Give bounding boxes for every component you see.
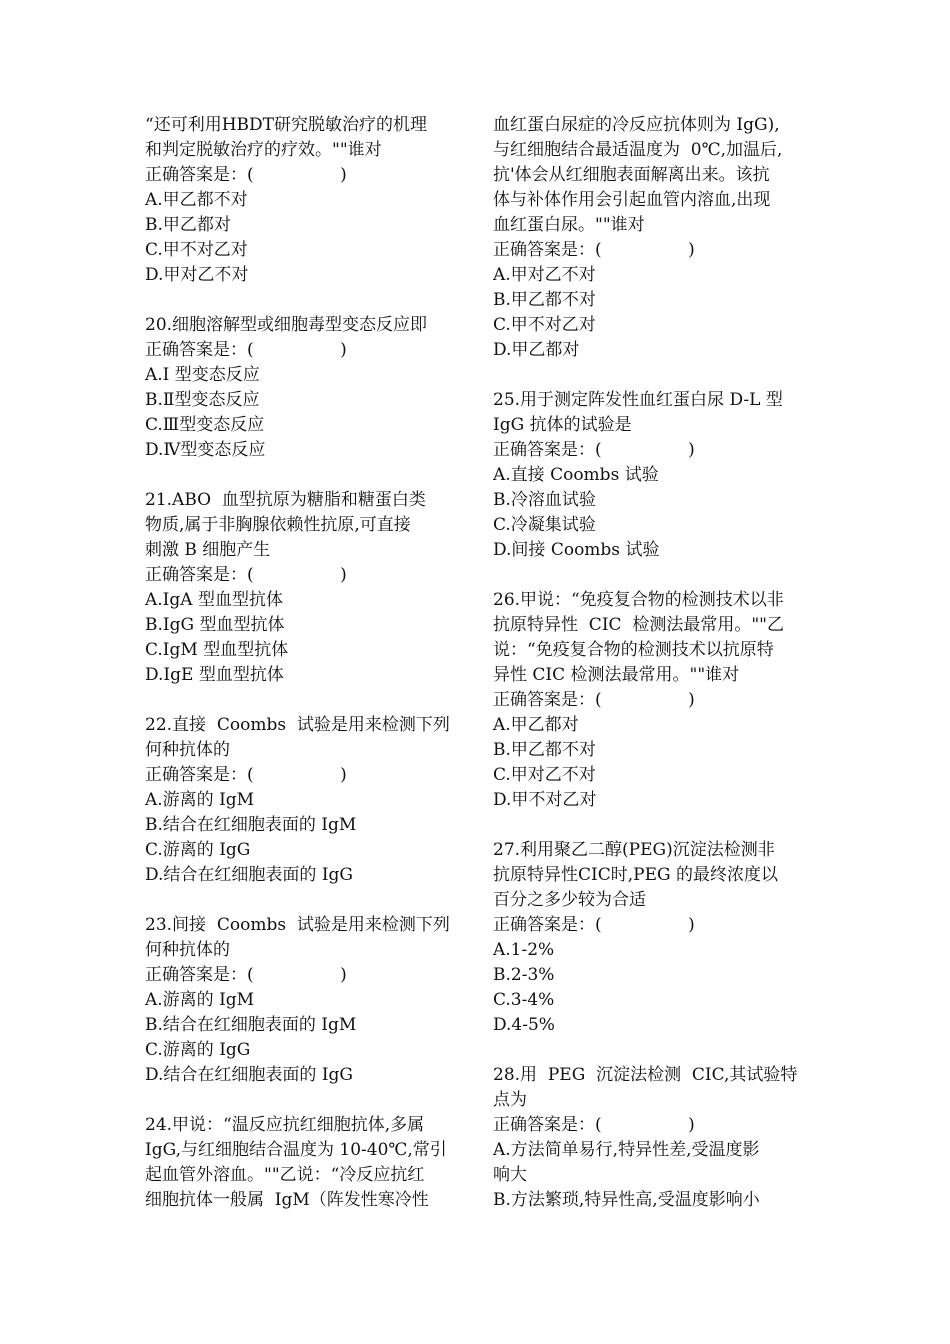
text-line: C.甲不对乙对 (145, 240, 248, 260)
text-line: 物质,属于非胸腺依赖性抗原,可直接 (145, 515, 411, 535)
text-line: 起血管外溶血。""乙说：“冷反应抗红 (145, 1165, 425, 1185)
text-line: 何种抗体的 (145, 940, 230, 960)
text-line: C.甲对乙不对 (493, 765, 596, 785)
text-line: 异性 CIC 检测法最常用。""谁对 (493, 665, 740, 685)
text-line: 正确答案是：( ) (145, 965, 347, 985)
text-line: 23.间接 Coombs 试验是用来检测下列 (145, 915, 450, 935)
text-line: 25.用于测定阵发性血红蛋白尿 D-L 型 (493, 390, 783, 410)
text-line: A.游离的 IgM (145, 990, 255, 1010)
text-line: A.游离的 IgM (145, 790, 255, 810)
text-line: 正确答案是：( ) (145, 565, 347, 585)
text-line: B.方法繁琐,特异性高,受温度影响小 (493, 1190, 760, 1210)
paragraph-gap (145, 888, 463, 913)
text-line: 正确答案是：( ) (493, 1115, 695, 1135)
text-line: A.甲乙都不对 (145, 190, 248, 210)
text-line: C.冷凝集试验 (493, 515, 596, 535)
text-line: C.IgM 型血型抗体 (145, 640, 289, 660)
text-line: 正确答案是：( ) (493, 690, 695, 710)
text-line: A.方法简单易行,特异性差,受温度影 (493, 1140, 760, 1160)
text-line: 血红蛋白尿。""谁对 (493, 215, 645, 235)
text-line: 与红细胞结合最适温度为 0℃,加温后, (493, 140, 783, 160)
text-line: D.甲对乙不对 (145, 265, 249, 285)
text-line: B.冷溶血试验 (493, 490, 596, 510)
text-line: 正确答案是：( ) (493, 440, 695, 460)
left-column (145, 113, 463, 1213)
text-line: 体与补体作用会引起血管内溶血,出现 (493, 190, 771, 210)
text-line: 抗'体会从红细胞表面解离出来。该抗 (493, 165, 770, 185)
text-line: C.甲不对乙对 (493, 315, 596, 335)
text-line: 27.利用聚乙二醇(PEG)沉淀法检测非 (493, 840, 775, 860)
text-line: D.4-5% (493, 1015, 555, 1035)
text-line: B.结合在红细胞表面的 IgM (145, 815, 357, 835)
text-line: D.IgE 型血型抗体 (145, 665, 284, 685)
text-line: IgG,与红细胞结合温度为 10-40℃,常引 (145, 1140, 447, 1160)
text-line: B.结合在红细胞表面的 IgM (145, 1015, 357, 1035)
text-line: 28.用 PEG 沉淀法检测 CIC,其试验特 (493, 1065, 798, 1085)
text-line: C.游离的 IgG (145, 840, 251, 860)
text-line: 血红蛋白尿症的冷反应抗体则为 IgG), (493, 115, 780, 135)
text-line: 20.细胞溶解型或细胞毒型变态反应即 (145, 315, 428, 335)
text-line: 22.直接 Coombs 试验是用来检测下列 (145, 715, 450, 735)
text-line: 正确答案是：( ) (145, 765, 347, 785)
text-line: IgG 抗体的试验是 (493, 415, 632, 435)
paragraph-gap (493, 813, 811, 838)
paragraph-gap (145, 288, 463, 313)
text-line: B.甲乙都不对 (493, 740, 596, 760)
text-line: “还可利用HBDT研究脱敏治疗的机理 (145, 115, 427, 135)
text-line: 26.甲说：“免疫复合物的检测技术以非 (493, 590, 784, 610)
text-line: 21.ABO 血型抗原为糖脂和糖蛋白类 (145, 490, 426, 510)
text-line: 细胞抗体一般属 IgM（阵发性寒冷性 (145, 1190, 429, 1210)
text-line: D.Ⅳ型变态反应 (145, 440, 266, 460)
text-line: 抗原特异性CIC时,PEG 的最终浓度以 (493, 865, 778, 885)
paragraph-gap (493, 363, 811, 388)
paragraph-gap (145, 463, 463, 488)
text-line: 正确答案是：( ) (493, 240, 695, 260)
text-line: D.结合在红细胞表面的 IgG (145, 1065, 354, 1085)
paragraph-gap (145, 1088, 463, 1113)
text-line: 何种抗体的 (145, 740, 230, 760)
right-column (493, 113, 811, 1213)
text-line: A.甲对乙不对 (493, 265, 596, 285)
text-line: 正确答案是：( ) (493, 915, 695, 935)
text-line: D.甲乙都对 (493, 340, 580, 360)
text-line: 响大 (493, 1165, 527, 1185)
text-line: B.IgG 型血型抗体 (145, 615, 285, 635)
text-line: A.I 型变态反应 (145, 365, 260, 385)
text-line: 说：“免疫复合物的检测技术以抗原特 (493, 640, 774, 660)
text-line: C.游离的 IgG (145, 1040, 251, 1060)
text-line: D.间接 Coombs 试验 (493, 540, 660, 560)
text-line: B.甲乙都对 (145, 215, 231, 235)
text-line: D.甲不对乙对 (493, 790, 597, 810)
text-line: 点为 (493, 1090, 527, 1110)
text-line: A.IgA 型血型抗体 (145, 590, 283, 610)
text-line: 24.甲说：“温反应抗红细胞抗体,多属 (145, 1115, 425, 1135)
paragraph-gap (493, 563, 811, 588)
text-line: 百分之多少较为合适 (493, 890, 646, 910)
text-line: 正确答案是：( ) (145, 165, 347, 185)
paragraph-gap (145, 688, 463, 713)
text-line: 正确答案是：( ) (145, 340, 347, 360)
text-line: B.Ⅱ型变态反应 (145, 390, 260, 410)
text-line: B.甲乙都不对 (493, 290, 596, 310)
text-line: 和判定脱敏治疗的疗效。""谁对 (145, 140, 382, 160)
text-line: B.2-3% (493, 965, 555, 985)
text-line: D.结合在红细胞表面的 IgG (145, 865, 354, 885)
text-line: 抗原特异性 CIC 检测法最常用。""乙 (493, 615, 784, 635)
text-line: A.甲乙都对 (493, 715, 579, 735)
paragraph-gap (493, 1038, 811, 1063)
text-line: C.Ⅲ型变态反应 (145, 415, 265, 435)
text-line: 刺激 B 细胞产生 (145, 540, 271, 560)
text-line: A.直接 Coombs 试验 (493, 465, 659, 485)
text-line: C.3-4% (493, 990, 555, 1010)
text-line: A.1-2% (493, 940, 555, 960)
